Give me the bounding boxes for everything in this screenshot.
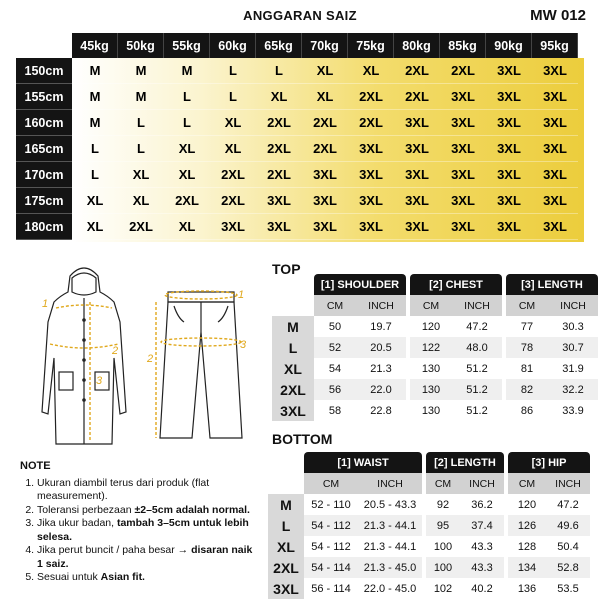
bottom-value-cell: 100	[426, 536, 460, 557]
top-column-header: [3] LENGTH	[506, 274, 598, 295]
size-grid	[16, 33, 578, 240]
top-value-cell: 50	[314, 316, 356, 337]
size-cell: XL	[210, 110, 256, 136]
size-cell: M	[72, 58, 118, 84]
bottom-unit-label: CM	[426, 473, 460, 494]
top-size-label: 2XL	[272, 379, 314, 400]
size-cell: 3XL	[302, 214, 348, 240]
top-unit-label: CM	[314, 295, 356, 316]
size-cell: 2XL	[164, 188, 210, 214]
top-corner	[272, 274, 314, 295]
note-2-bold: ±2–5cm adalah normal.	[134, 503, 250, 516]
size-cell: 3XL	[440, 110, 486, 136]
size-cell: M	[72, 110, 118, 136]
weight-header: 60kg	[210, 33, 256, 58]
bottom-table	[268, 452, 590, 599]
size-cell: 3XL	[302, 162, 348, 188]
bottom-value-cell: 52 - 110	[304, 494, 358, 515]
top-value-cell: 22.8	[356, 400, 406, 421]
product-code: MW 012	[530, 7, 586, 24]
top-value-cell: 130	[410, 400, 452, 421]
size-cell: 3XL	[532, 110, 578, 136]
top-row	[272, 379, 598, 400]
bottom-corner	[268, 452, 304, 473]
note-item	[37, 544, 260, 571]
top-corner	[272, 295, 314, 316]
pants-illustration	[160, 292, 242, 438]
bottom-value-cell: 54 - 112	[304, 515, 358, 536]
size-cell: 2XL	[118, 214, 164, 240]
size-cell: L	[118, 110, 164, 136]
size-cell: 3XL	[532, 84, 578, 110]
bottom-value-cell: 40.2	[460, 578, 504, 599]
top-unit-label: INCH	[452, 295, 502, 316]
bottom-value-cell: 54 - 112	[304, 536, 358, 557]
size-cell: 2XL	[440, 58, 486, 84]
size-cell: XL	[348, 58, 394, 84]
height-header: 155cm	[16, 84, 72, 110]
size-cell: 3XL	[486, 110, 532, 136]
top-header-row	[272, 274, 598, 295]
pants-marker-3: 3	[240, 339, 247, 351]
size-cell: 3XL	[394, 136, 440, 162]
weight-header: 90kg	[486, 33, 532, 58]
note-5-text: Sesuai untuk	[37, 571, 101, 583]
bottom-value-cell: 126	[508, 515, 546, 536]
size-cell: 3XL	[348, 162, 394, 188]
top-value-cell: 130	[410, 379, 452, 400]
size-cell: L	[210, 84, 256, 110]
garment-diagram	[28, 262, 258, 452]
size-cell: L	[164, 110, 210, 136]
top-value-cell: 86	[506, 400, 548, 421]
bottom-value-cell: 100	[426, 557, 460, 578]
bottom-value-cell: 22.0 - 45.0	[358, 578, 422, 599]
size-cell: 3XL	[486, 162, 532, 188]
size-cell: 3XL	[440, 84, 486, 110]
weight-header: 50kg	[118, 33, 164, 58]
top-value-cell: 77	[506, 316, 548, 337]
size-cell: 3XL	[394, 162, 440, 188]
grid-row	[16, 188, 578, 214]
bottom-row	[268, 515, 590, 536]
size-cell: 2XL	[348, 110, 394, 136]
top-value-cell: 58	[314, 400, 356, 421]
bottom-value-cell: 56 - 114	[304, 578, 358, 599]
bottom-value-cell: 50.4	[546, 536, 590, 557]
size-cell: 3XL	[532, 136, 578, 162]
bottom-value-cell: 52.8	[546, 557, 590, 578]
note-4-text: Jika perut buncit / paha besar →	[37, 544, 192, 556]
grid-row	[16, 110, 578, 136]
size-cell: XL	[164, 214, 210, 240]
top-value-cell: 21.3	[356, 358, 406, 379]
top-value-cell: 56	[314, 379, 356, 400]
weight-header: 75kg	[348, 33, 394, 58]
weight-header: 65kg	[256, 33, 302, 58]
top-size-label: XL	[272, 358, 314, 379]
top-size-label: 3XL	[272, 400, 314, 421]
top-column-header: [1] SHOULDER	[314, 274, 406, 295]
bottom-value-cell: 92	[426, 494, 460, 515]
size-cell: 3XL	[256, 188, 302, 214]
top-row	[272, 337, 598, 358]
bottom-value-cell: 36.2	[460, 494, 504, 515]
bottom-value-cell: 128	[508, 536, 546, 557]
bottom-value-cell: 134	[508, 557, 546, 578]
grid-row	[16, 58, 578, 84]
top-units-row	[272, 295, 598, 316]
bottom-unit-label: INCH	[546, 473, 590, 494]
grid-corner	[16, 33, 72, 58]
notes-section	[20, 460, 260, 585]
bottom-row	[268, 536, 590, 557]
bottom-value-cell: 49.6	[546, 515, 590, 536]
note-3-bold: tambah 3–5cm untuk lebih selesa.	[37, 517, 249, 543]
note-item	[37, 517, 260, 544]
size-cell: 2XL	[256, 110, 302, 136]
size-cell: 2XL	[256, 136, 302, 162]
pants-marker-1: 1	[238, 289, 245, 301]
top-value-cell: 30.7	[548, 337, 598, 358]
bottom-value-cell: 21.3 - 44.1	[358, 515, 422, 536]
size-cell: 3XL	[348, 136, 394, 162]
size-cell: 3XL	[486, 58, 532, 84]
size-cell: 3XL	[440, 162, 486, 188]
bottom-unit-label: INCH	[460, 473, 504, 494]
top-value-cell: 33.9	[548, 400, 598, 421]
bottom-value-cell: 43.3	[460, 536, 504, 557]
size-cell: 3XL	[440, 214, 486, 240]
notes-title: NOTE	[20, 460, 51, 472]
size-cell: 3XL	[394, 188, 440, 214]
note-item	[37, 477, 260, 504]
size-cell: 3XL	[440, 188, 486, 214]
size-cell: 3XL	[532, 188, 578, 214]
page-title: ANGGARAN SAIZ	[243, 8, 357, 23]
bottom-value-cell: 21.3 - 44.1	[358, 536, 422, 557]
size-cell: L	[72, 162, 118, 188]
note-1-text: Ukuran diambil terus dari produk (flat measurement).	[37, 476, 210, 502]
bottom-column-header: [2] LENGTH	[426, 452, 504, 473]
size-cell: XL	[256, 84, 302, 110]
size-cell: XL	[72, 188, 118, 214]
top-column-header: [2] CHEST	[410, 274, 502, 295]
size-cell: XL	[164, 162, 210, 188]
weight-header: 70kg	[302, 33, 348, 58]
size-cell: 3XL	[348, 188, 394, 214]
bottom-unit-label: INCH	[358, 473, 422, 494]
weight-header: 45kg	[72, 33, 118, 58]
size-cell: 2XL	[394, 84, 440, 110]
note-4-bold: disaran naik 1 saiz.	[37, 544, 253, 570]
top-unit-label: INCH	[356, 295, 406, 316]
size-cell: XL	[118, 188, 164, 214]
bottom-size-label: 3XL	[268, 578, 304, 599]
size-cell: M	[118, 58, 164, 84]
pants-marker-2: 2	[147, 353, 154, 365]
size-cell: 2XL	[210, 188, 256, 214]
top-row	[272, 400, 598, 421]
top-value-cell: 78	[506, 337, 548, 358]
robe-marker-3: 3	[96, 375, 103, 387]
top-size-label: L	[272, 337, 314, 358]
bottom-value-cell: 37.4	[460, 515, 504, 536]
bottom-value-cell: 120	[508, 494, 546, 515]
note-item	[37, 571, 260, 585]
top-value-cell: 130	[410, 358, 452, 379]
size-cell: XL	[72, 214, 118, 240]
weight-header: 85kg	[440, 33, 486, 58]
size-cell: XL	[302, 84, 348, 110]
size-cell: 3XL	[486, 188, 532, 214]
bottom-value-cell: 54 - 114	[304, 557, 358, 578]
size-cell: XL	[302, 58, 348, 84]
bottom-unit-label: CM	[508, 473, 546, 494]
bottom-value-cell: 53.5	[546, 578, 590, 599]
garment-illustrations	[28, 262, 258, 457]
top-unit-label: INCH	[548, 295, 598, 316]
size-cell: 2XL	[302, 110, 348, 136]
note-3-text: Jika ukur badan,	[37, 517, 117, 529]
size-cell: L	[210, 58, 256, 84]
height-header: 160cm	[16, 110, 72, 136]
note-item	[37, 504, 260, 518]
grid-row	[16, 136, 578, 162]
size-cell: 3XL	[302, 188, 348, 214]
size-cell: 2XL	[302, 136, 348, 162]
size-cell: XL	[210, 136, 256, 162]
bottom-value-cell: 136	[508, 578, 546, 599]
bottom-size-label: L	[268, 515, 304, 536]
top-title: TOP	[272, 261, 301, 277]
top-value-cell: 31.9	[548, 358, 598, 379]
top-value-cell: 54	[314, 358, 356, 379]
size-cell: XL	[118, 162, 164, 188]
top-value-cell: 82	[506, 379, 548, 400]
note-5-bold: Asian fit.	[100, 571, 145, 583]
size-cell: 3XL	[394, 110, 440, 136]
bottom-value-cell: 102	[426, 578, 460, 599]
size-cell: 3XL	[440, 136, 486, 162]
grid-row	[16, 162, 578, 188]
bottom-size-label: XL	[268, 536, 304, 557]
top-value-cell: 30.3	[548, 316, 598, 337]
height-header: 170cm	[16, 162, 72, 188]
top-value-cell: 32.2	[548, 379, 598, 400]
robe-marker-1: 1	[42, 298, 49, 310]
top-unit-label: CM	[410, 295, 452, 316]
bottom-size-label: M	[268, 494, 304, 515]
weight-header: 55kg	[164, 33, 210, 58]
bottom-value-cell: 47.2	[546, 494, 590, 515]
top-value-cell: 52	[314, 337, 356, 358]
size-cell: 2XL	[394, 58, 440, 84]
notes-list	[20, 477, 260, 585]
robe-marker-2: 2	[112, 345, 119, 357]
bottom-header-row	[268, 452, 590, 473]
size-cell: 3XL	[486, 84, 532, 110]
bottom-unit-label: CM	[304, 473, 358, 494]
top-value-cell: 120	[410, 316, 452, 337]
top-value-cell: 20.5	[356, 337, 406, 358]
top-value-cell: 51.2	[452, 358, 502, 379]
bottom-corner	[268, 473, 304, 494]
top-value-cell: 51.2	[452, 400, 502, 421]
grid-row	[16, 84, 578, 110]
bottom-title: BOTTOM	[272, 431, 333, 447]
size-cell: 3XL	[532, 214, 578, 240]
top-unit-label: CM	[506, 295, 548, 316]
size-cell: XL	[164, 136, 210, 162]
weight-header: 80kg	[394, 33, 440, 58]
size-cell: 3XL	[532, 162, 578, 188]
bottom-value-cell: 95	[426, 515, 460, 536]
bottom-units-row	[268, 473, 590, 494]
bottom-row	[268, 578, 590, 599]
top-row	[272, 358, 598, 379]
size-cell: 3XL	[210, 214, 256, 240]
size-cell: L	[164, 84, 210, 110]
top-value-cell: 47.2	[452, 316, 502, 337]
weight-header: 95kg	[532, 33, 578, 58]
top-value-cell: 122	[410, 337, 452, 358]
size-cell: 2XL	[210, 162, 256, 188]
size-cell: 3XL	[348, 214, 394, 240]
height-header: 175cm	[16, 188, 72, 214]
size-cell: L	[72, 136, 118, 162]
grid-row	[16, 214, 578, 240]
top-size-label: M	[272, 316, 314, 337]
height-header: 165cm	[16, 136, 72, 162]
size-cell: L	[118, 136, 164, 162]
bottom-row	[268, 557, 590, 578]
note-2-text: Toleransi perbezaan	[37, 503, 135, 516]
bottom-size-label: 2XL	[268, 557, 304, 578]
size-cell: 3XL	[532, 58, 578, 84]
size-cell: M	[72, 84, 118, 110]
top-value-cell: 19.7	[356, 316, 406, 337]
bottom-column-header: [3] HIP	[508, 452, 590, 473]
bottom-value-cell: 43.3	[460, 557, 504, 578]
bottom-value-cell: 21.3 - 45.0	[358, 557, 422, 578]
size-cell: 3XL	[486, 136, 532, 162]
size-cell: L	[256, 58, 302, 84]
bottom-row	[268, 494, 590, 515]
height-header: 180cm	[16, 214, 72, 240]
size-cell: 3XL	[486, 214, 532, 240]
size-cell: 3XL	[394, 214, 440, 240]
top-value-cell: 51.2	[452, 379, 502, 400]
size-cell: 3XL	[256, 214, 302, 240]
top-value-cell: 22.0	[356, 379, 406, 400]
top-value-cell: 81	[506, 358, 548, 379]
height-header: 150cm	[16, 58, 72, 84]
top-row	[272, 316, 598, 337]
top-table	[272, 274, 598, 421]
size-cell: M	[118, 84, 164, 110]
size-cell: 2XL	[348, 84, 394, 110]
size-cell: M	[164, 58, 210, 84]
bottom-column-header: [1] WAIST	[304, 452, 422, 473]
bottom-value-cell: 20.5 - 43.3	[358, 494, 422, 515]
top-value-cell: 48.0	[452, 337, 502, 358]
size-cell: 2XL	[256, 162, 302, 188]
